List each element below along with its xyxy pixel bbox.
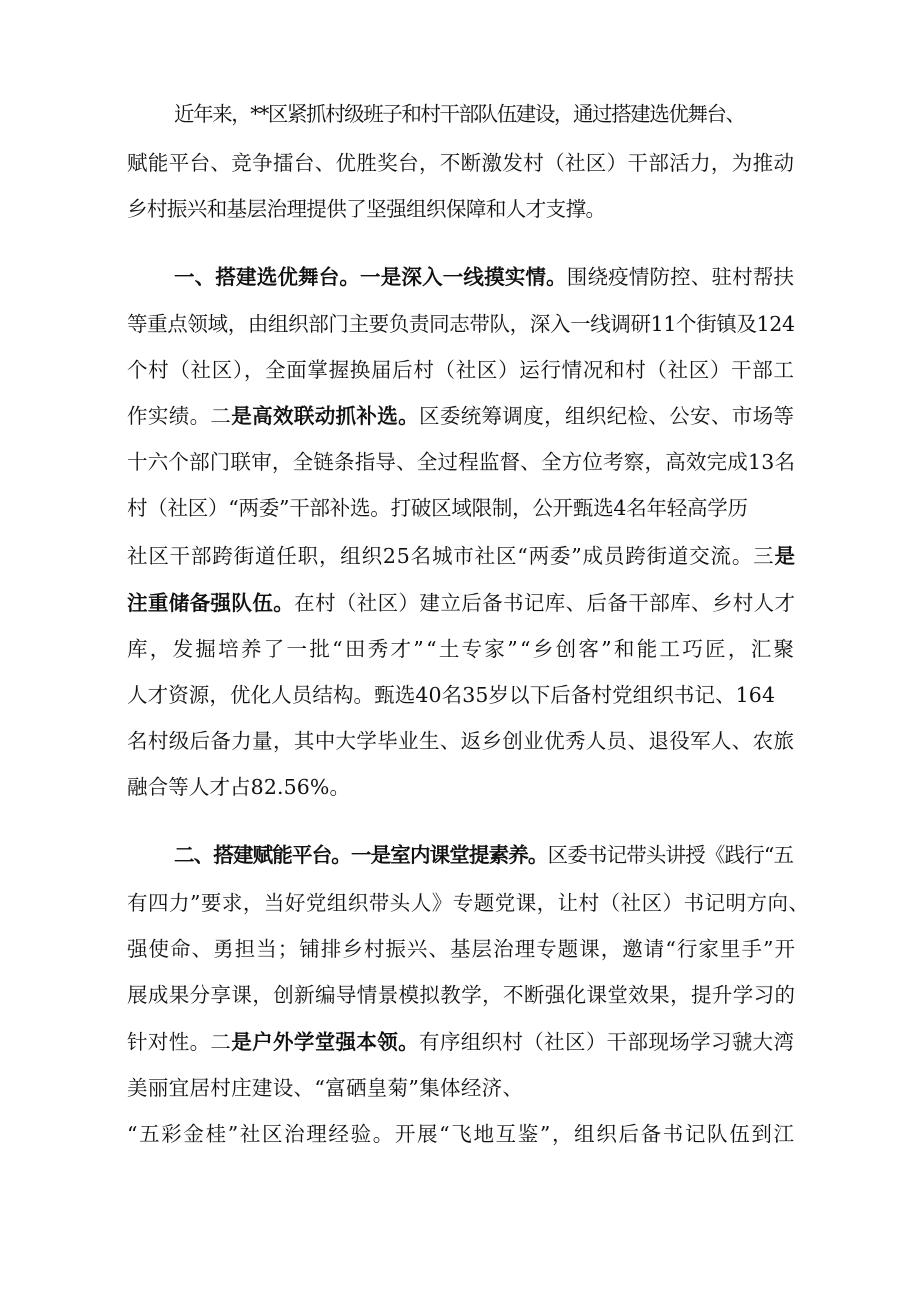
text-run: 社区干部跨街道任职，组织25名城市社区“两委”成员跨街道交流。三 [127, 544, 775, 568]
text-run: 近年来，**区紧抓村级班子和村干部队伍建设，通过搭建选优舞台、 [174, 102, 745, 126]
text-run: 乡村振兴和基层治理提供了坚强组织保障和人才支撑。 [127, 197, 606, 221]
text-line [127, 488, 748, 528]
text-run: 区委统筹调度，组织纪检、公安、市场等 [418, 404, 795, 428]
text-line [127, 536, 796, 576]
text-run: 区委书记带头讲授《践行“五 [547, 843, 794, 867]
text-run: 村（社区）“两委”干部补选。打破区域限制，公开甄选4名年轻高学历 [127, 496, 748, 520]
text-line [127, 1114, 796, 1154]
text-run: “五彩金桂”社区治理经验。开展“飞地互鉴”，组织后备书记队伍到江 [127, 1122, 796, 1146]
text-run: 针对性。二 [127, 1030, 232, 1054]
bold-text-run: 二、搭建赋能平台。一是室内课堂提素养。 [174, 843, 548, 867]
text-run: 有序组织村（社区）干部现场学习虢大湾 [418, 1030, 795, 1054]
text-run: 展成果分享课，创新编导情景模拟教学，不断强化课堂效果，提升学习的 [127, 983, 796, 1007]
text-run: 十六个部门联审，全链条指导、全过程监督、全方位考察，高效完成13名 [127, 450, 796, 474]
text-line [127, 721, 794, 761]
text-run: 人才资源，优化人员结构。甄选40名35岁以下后备村党组织书记、164 [127, 683, 776, 707]
bold-text-run: 一、搭建选优舞台。一是深入一线摸实情。 [174, 265, 567, 289]
text-line [127, 442, 795, 482]
text-run: 个村（社区），全面掌握换届后村（社区）运行情况和村（社区）干部工 [127, 358, 795, 382]
text-run: 在村（社区）建立后备书记库、后备干部库、乡村人才 [294, 591, 796, 615]
text-run: 库，发掘培养了一批“田秀才”“土专家”“乡创客”和能工巧匠，汇聚 [127, 637, 797, 661]
text-line [174, 835, 793, 875]
bold-text-run: 是 [774, 544, 796, 568]
text-line [174, 94, 745, 134]
bold-text-run: 注重储备强队伍。 [127, 591, 295, 615]
bold-text-run: 是户外学堂强本领。 [231, 1030, 419, 1054]
text-line [127, 350, 795, 390]
text-line [127, 189, 605, 229]
text-run: 赋能平台、竞争擂台、优胜奖台，不断激发村（社区）干部活力，为推动 [127, 151, 795, 175]
text-line [127, 767, 350, 807]
text-line [127, 929, 796, 969]
text-line [127, 304, 795, 344]
text-run: 融合等人才占82.56%。 [127, 775, 351, 799]
text-run: 围绕疫情防控、驻村帮扶 [566, 265, 795, 289]
bold-text-run: 是高效联动抓补选。 [231, 404, 419, 428]
text-run: 美丽宜居村庄建设、“富硒皇菊”集体经济、 [127, 1076, 524, 1100]
text-run: 名村级后备力量，其中大学毕业生、返乡创业优秀人员、退役军人、农旅 [127, 729, 795, 753]
text-line [174, 257, 794, 297]
text-line [127, 143, 794, 183]
text-line [127, 1068, 523, 1108]
text-line [127, 883, 809, 923]
text-line [127, 1022, 794, 1062]
text-line [127, 675, 775, 715]
text-run: 有四力”要求，当好党组织带头人》专题党课，让村（社区）书记明方向、 [127, 891, 810, 915]
text-line [127, 396, 794, 436]
text-line [127, 975, 795, 1015]
text-run: 等重点领域，由组织部门主要负责同志带队，深入一线调研11个街镇及124 [127, 312, 795, 336]
text-run: 强使命、勇担当；铺排乡村振兴、基层治理专题课，邀请“行家里手”开 [127, 937, 797, 961]
text-run: 作实绩。二 [127, 404, 232, 428]
text-line [127, 583, 795, 623]
text-line [127, 629, 796, 669]
